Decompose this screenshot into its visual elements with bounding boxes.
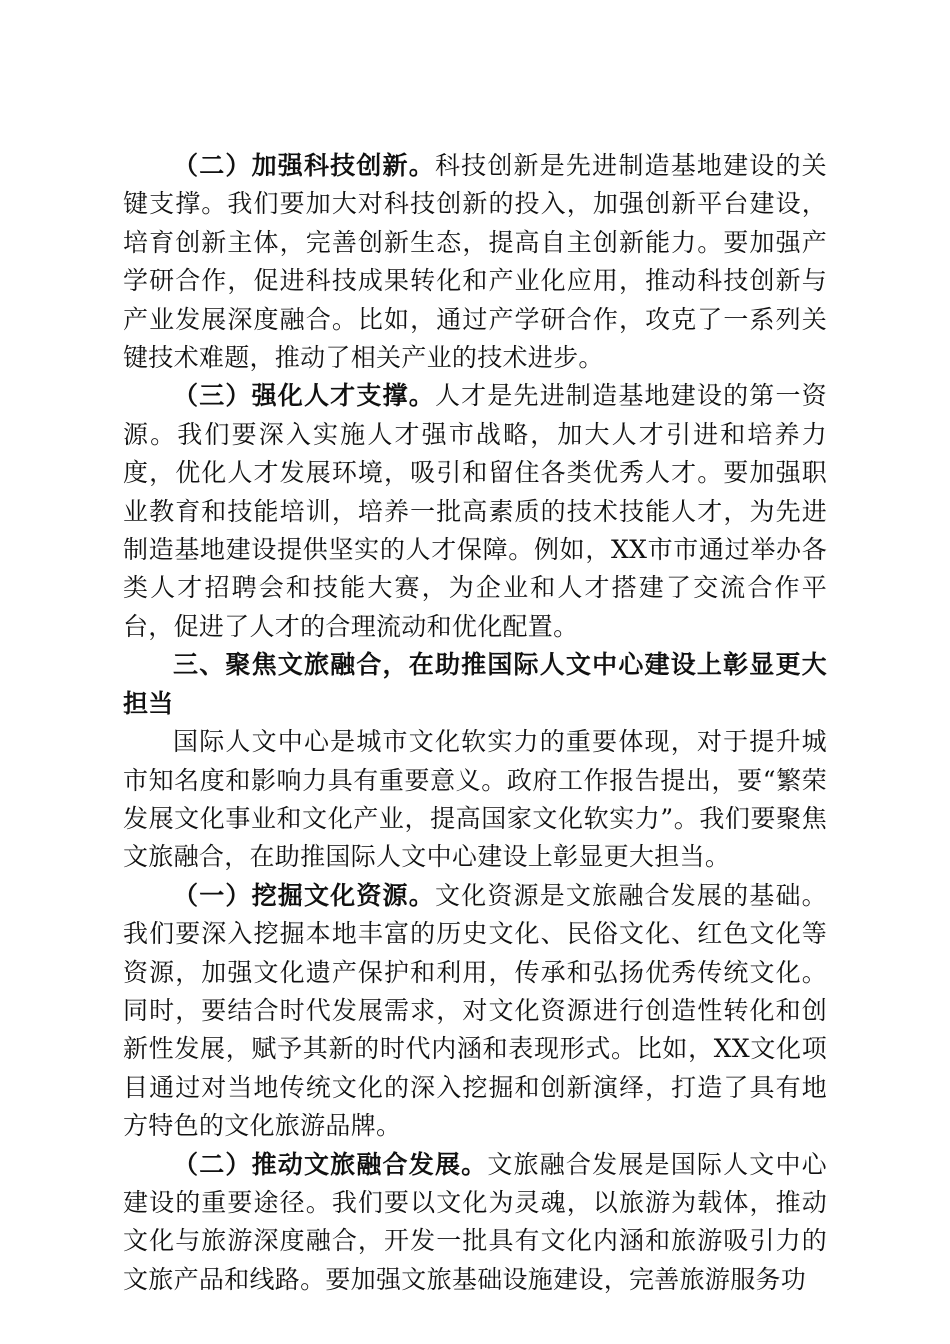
paragraph-section-intro: [123, 723, 827, 877]
paragraph-lead: （二）加强科技创新。: [173, 151, 435, 180]
paragraph-text: 文旅融合发展是国际人文中心建设的重要途径。我们要以文化为灵魂，以旅游为载体，推动文化与旅游深度融合，开发一批具有文化内涵和旅游吸引力的文旅产品和线路。要加强文旅基础设施建设，完善旅游服务功: [123, 1149, 827, 1294]
document-body: [123, 147, 827, 1299]
paragraph-text: 人才是先进制造基地建设的第一资源。我们要深入实施人才强市战略，加大人才引进和培养力度，优化人才发展环境，吸引和留住各类优秀人才。要加强职业教育和技能培训，培养一批高素质的技术技能人才，为先进制造基地建设提供坚实的人才保障。例如，XX市市通过举办各类人才招聘会和技能大赛，为企业和人才搭建了交流合作平台，促进了人才的合理流动和优化配置。: [123, 381, 827, 641]
paragraph-talent-support: [123, 377, 827, 646]
paragraph-lead: （三）强化人才支撑。: [173, 381, 435, 411]
section-heading-three: 三、聚焦文旅融合，在助推国际人文中心建设上彰显更大担当: [123, 650, 827, 718]
paragraph-cultural-resources: [123, 877, 827, 1146]
paragraph-text: 国际人文中心是城市文化软实力的重要体现，对于提升城市知名度和影响力具有重要意义。政府工作报告提出，要“繁荣发展文化事业和文化产业，提高国家文化软实力”。我们要聚焦文旅融合，在助推国际人文中心建设上彰显更大担当。: [123, 727, 827, 872]
paragraph-tech-innovation: [123, 147, 827, 377]
paragraph-text: 科技创新是先进制造基地建设的关键支撑。我们要加大对科技创新的投入，加强创新平台建设，培育创新主体，完善创新生态，提高自主创新能力。要加强产学研合作，促进科技成果转化和产业化应用，推动科技创新与产业发展深度融合。比如，通过产学研合作，攻克了一系列关键技术难题，推动了相关产业的技术进步。: [123, 151, 827, 373]
paragraph-culture-tourism: [123, 1146, 827, 1300]
paragraph-text: 文化资源是文旅融合发展的基础。我们要深入挖掘本地丰富的历史文化、民俗文化、红色文化等资源，加强文化遗产保护和利用，传承和弘扬优秀传统文化。同时，要结合时代发展需求，对文化资源进行创造性转化和创新性发展，赋予其新的时代内涵和表现形式。比如，XX文化项目通过对当地传统文化的深入挖掘和创新演绎，打造了具有地方特色的文化旅游品牌。: [123, 880, 827, 1141]
paragraph-lead: （二）推动文旅融合发展。: [173, 1149, 488, 1179]
paragraph-lead: （一）挖掘文化资源。: [173, 880, 435, 910]
